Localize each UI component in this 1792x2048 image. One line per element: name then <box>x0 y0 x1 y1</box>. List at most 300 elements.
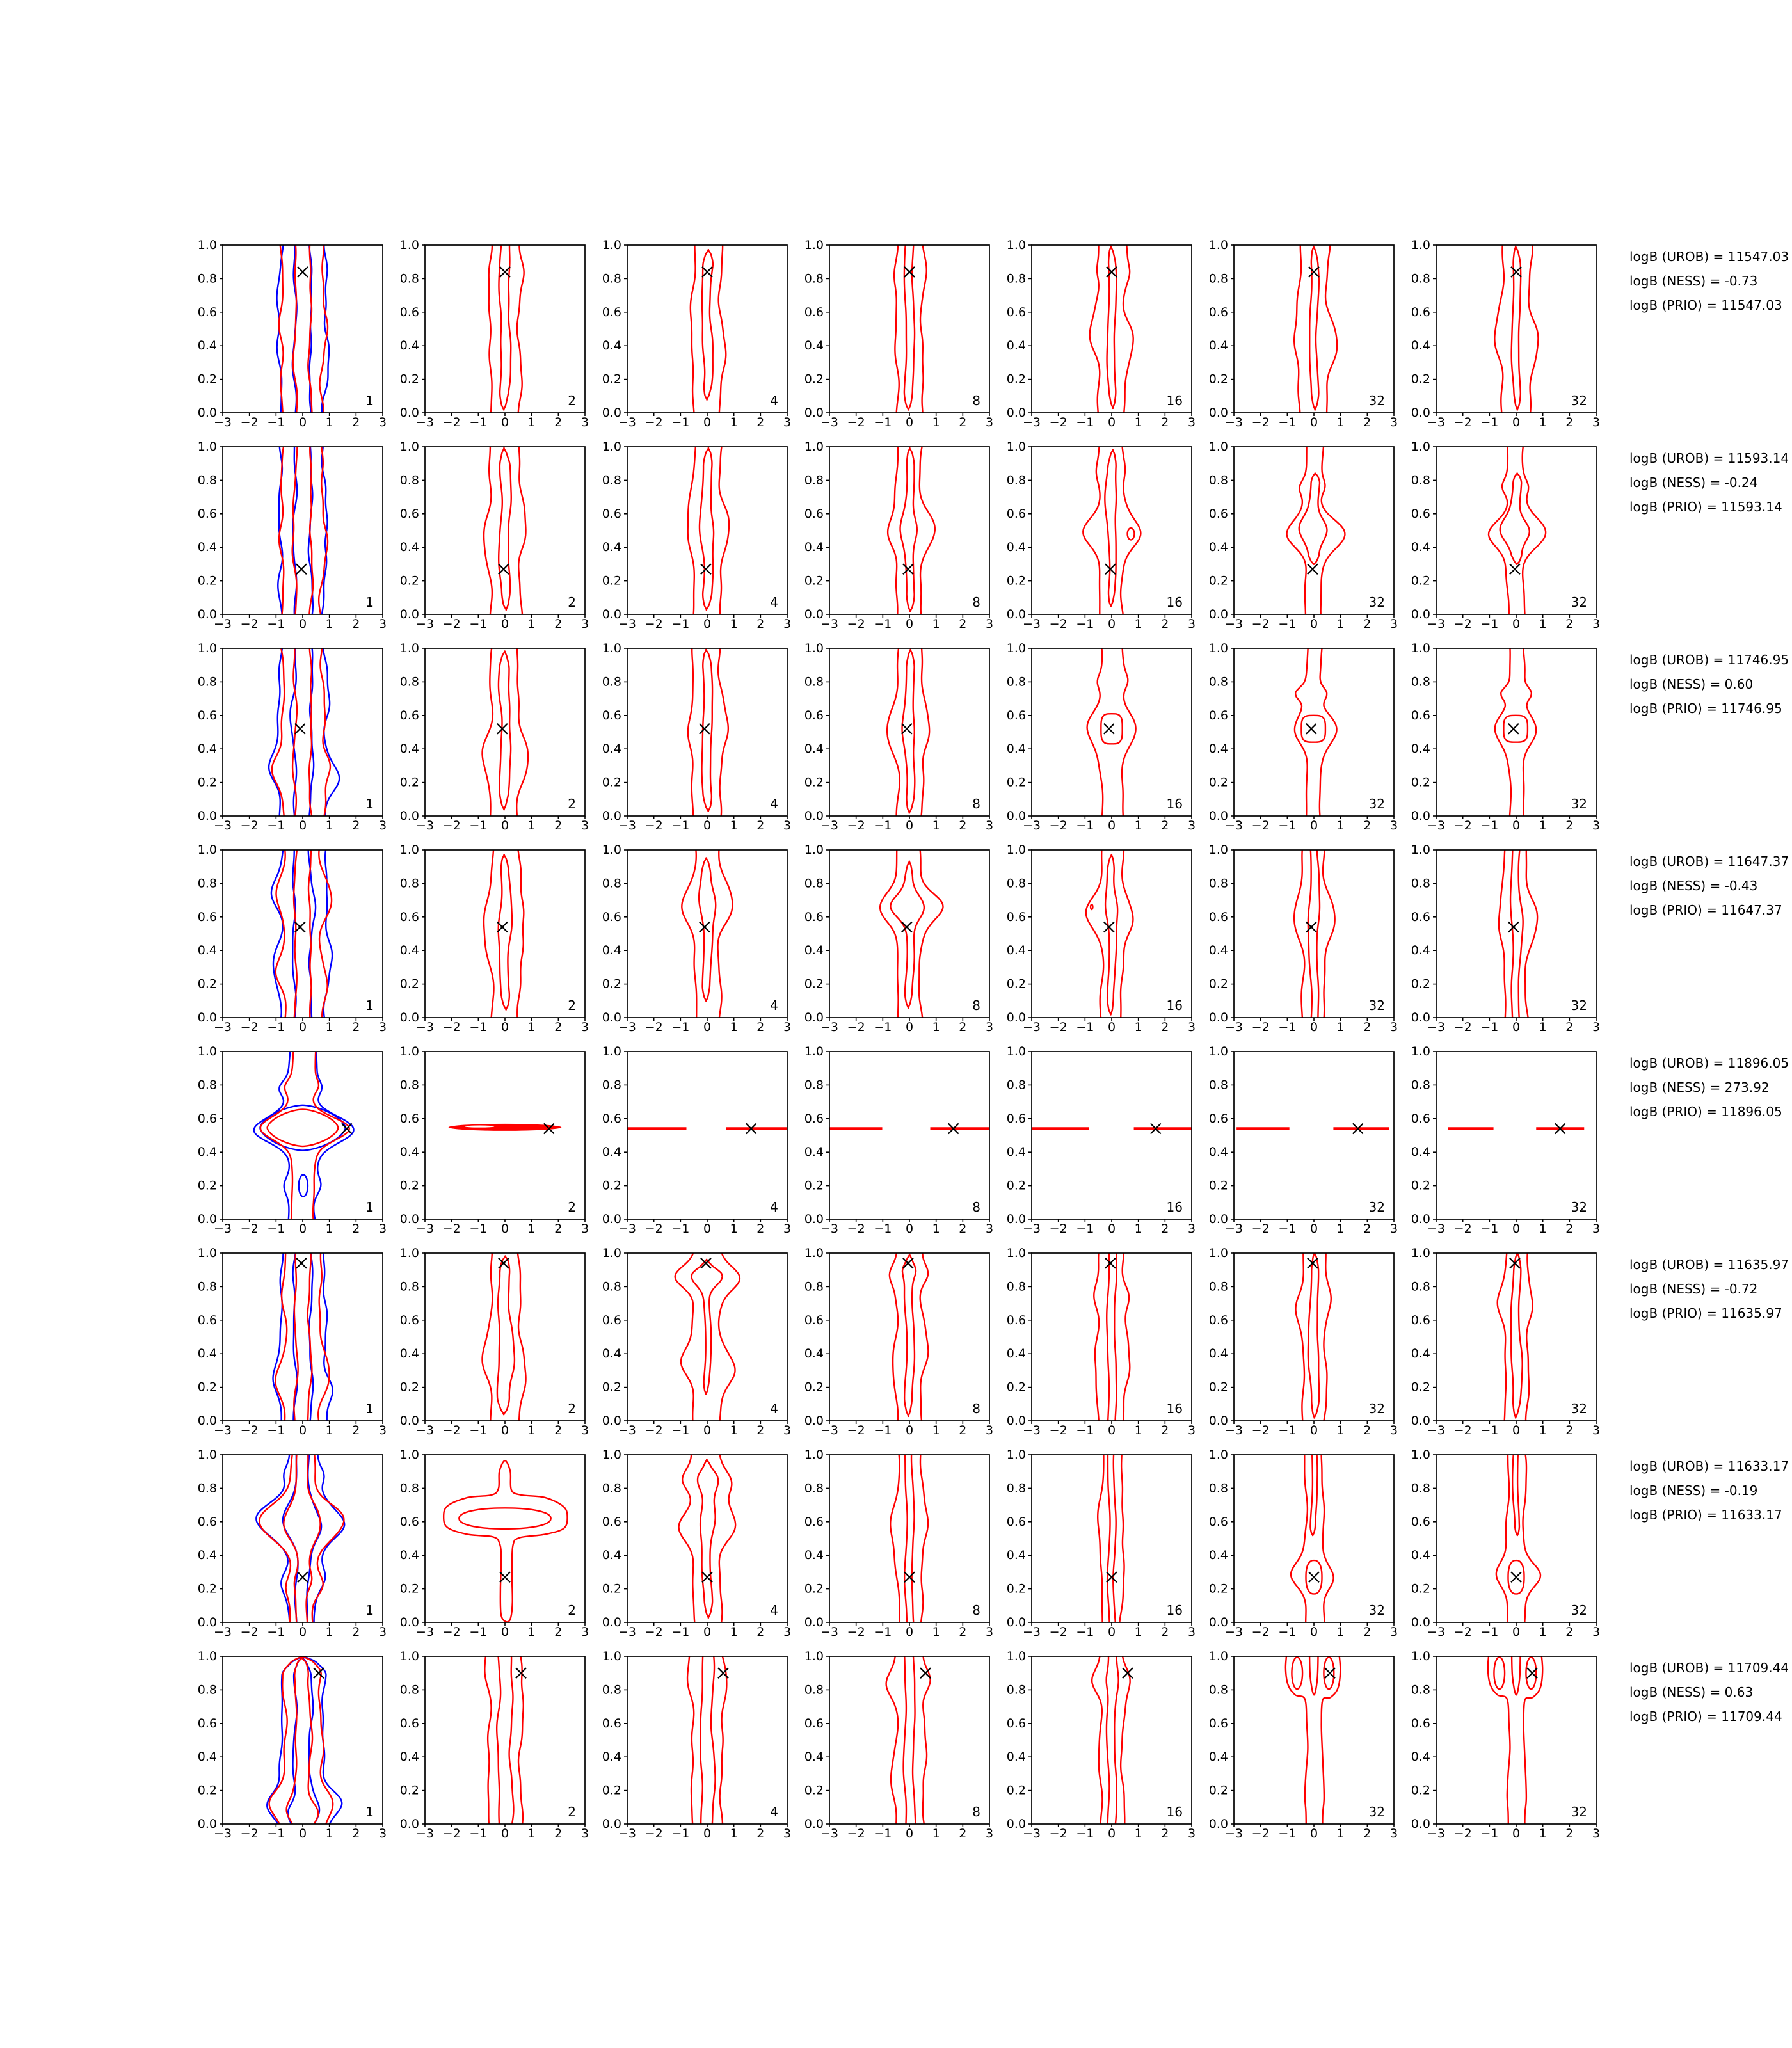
subplot-r2-c5 <box>987 434 1204 632</box>
axes-frame <box>223 1455 383 1622</box>
y-tick-label: 1.0 <box>602 1246 621 1260</box>
y-tick-label: 1.0 <box>1411 440 1430 454</box>
subplot-r3-c1 <box>178 636 396 834</box>
x-tick-label: −1 <box>671 819 690 833</box>
contour-group <box>482 1247 525 1426</box>
x-tick-label: −1 <box>874 1222 892 1236</box>
x-tick-label: 1 <box>1336 1423 1345 1437</box>
y-tick-label: 0.2 <box>197 1380 217 1395</box>
y-tick-label: 0.6 <box>1208 1313 1228 1327</box>
y-tick-label: 0.6 <box>1208 909 1228 924</box>
x-tick-label: −2 <box>847 1020 865 1034</box>
x-tick-label: 3 <box>783 1020 792 1034</box>
x-tick-label: 0 <box>703 415 712 429</box>
y-tick-label: 0.8 <box>804 1078 824 1092</box>
x-tick-label: 1 <box>527 1222 536 1236</box>
x-tick-label: 3 <box>985 1222 994 1236</box>
contour-group <box>888 441 935 620</box>
x-tick-label: 1 <box>1134 1625 1142 1639</box>
contour-line <box>1091 904 1092 909</box>
y-tick-label: 0.8 <box>197 473 217 488</box>
y-tick-label: 0.6 <box>399 708 419 723</box>
subplot-count-label: 2 <box>568 393 576 408</box>
contour-line <box>276 239 328 418</box>
y-tick-label: 0.2 <box>399 1581 419 1596</box>
x-tick-label: 0 <box>1309 1222 1318 1236</box>
x-tick-label: −3 <box>1022 415 1041 429</box>
subplot-r6-c6 <box>1189 1240 1407 1439</box>
contour-group <box>1495 643 1536 821</box>
y-tick-label: 0.2 <box>1208 1783 1228 1798</box>
x-tick-label: −3 <box>213 617 232 631</box>
x-tick-label: −3 <box>415 1222 435 1236</box>
y-tick-label: 1.0 <box>804 1044 824 1059</box>
y-tick-label: 0.8 <box>399 1279 419 1294</box>
x-tick-label: 3 <box>580 1625 589 1639</box>
y-tick-label: 0.0 <box>1411 406 1430 420</box>
x-tick-label: 3 <box>1389 1625 1398 1639</box>
subplot-count-label: 8 <box>972 1804 980 1820</box>
y-tick-label: 1.0 <box>399 440 419 454</box>
x-tick-label: 2 <box>1161 415 1169 429</box>
y-tick-label: 0.4 <box>602 540 621 555</box>
x-tick-label: 1 <box>932 1222 940 1236</box>
y-tick-label: 0.6 <box>804 1313 824 1327</box>
y-tick-label: 0.2 <box>804 1380 824 1395</box>
x-tick-label: 2 <box>756 617 765 631</box>
x-tick-label: 2 <box>554 1625 563 1639</box>
subplot-r1-c3 <box>582 232 800 431</box>
y-tick-label: 0.8 <box>1411 1279 1430 1294</box>
x-tick-label: 0 <box>1309 1625 1318 1639</box>
x-tick-label: −3 <box>820 1222 839 1236</box>
y-tick-label: 0.4 <box>197 1347 217 1361</box>
subplot-count-label: 8 <box>972 1401 980 1416</box>
contour-group <box>1498 1247 1533 1426</box>
x-tick-label: −1 <box>874 1020 892 1034</box>
x-tick-label: −3 <box>1224 1020 1244 1034</box>
contour-line <box>259 1449 344 1628</box>
y-tick-label: 0.0 <box>1208 809 1228 823</box>
x-tick-label: −1 <box>267 819 285 833</box>
y-tick-label: 0.6 <box>804 909 824 924</box>
x-tick-label: 1 <box>730 1222 738 1236</box>
y-tick-label: 0.2 <box>1411 1581 1430 1596</box>
x-tick-label: 2 <box>756 1625 765 1639</box>
x-tick-label: −1 <box>267 1222 285 1236</box>
subplot-count-label: 1 <box>365 796 374 812</box>
x-tick-label: −1 <box>671 1423 690 1437</box>
contour-group <box>484 441 525 620</box>
y-tick-label: 0.4 <box>602 339 621 353</box>
y-tick-label: 0.2 <box>1411 372 1430 387</box>
x-tick-label: −1 <box>267 1423 285 1437</box>
y-tick-label: 1.0 <box>804 440 824 454</box>
subplot-r8-c5 <box>987 1644 1204 1842</box>
y-tick-label: 0.8 <box>197 675 217 689</box>
y-tick-label: 0.6 <box>399 1514 419 1529</box>
y-tick-label: 0.2 <box>1208 775 1228 790</box>
stat-logb-ness: logB (NESS) = -0.19 <box>1629 1483 1758 1498</box>
stat-logb-ness: logB (NESS) = -0.43 <box>1629 878 1758 893</box>
y-tick-label: 0.4 <box>804 742 824 756</box>
subplot-count-label: 16 <box>1166 1199 1183 1215</box>
x-tick-label: −1 <box>267 1827 285 1841</box>
x-tick-label: 1 <box>527 617 536 631</box>
contour-group <box>256 1449 344 1628</box>
y-tick-label: 0.0 <box>1411 1615 1430 1629</box>
y-tick-label: 0.2 <box>399 573 419 588</box>
x-tick-label: 0 <box>500 819 509 833</box>
axes-frame <box>1234 245 1394 413</box>
x-tick-label: 2 <box>1363 617 1372 631</box>
y-tick-label: 0.4 <box>1208 1145 1228 1160</box>
subplot-count-label: 32 <box>1571 998 1587 1013</box>
y-tick-label: 0.4 <box>197 1145 217 1160</box>
subplot-count-label: 2 <box>568 998 576 1013</box>
contour-line <box>1512 246 1521 410</box>
x-tick-label: 3 <box>985 819 994 833</box>
x-tick-label: 3 <box>1187 617 1196 631</box>
y-tick-label: 0.8 <box>804 675 824 689</box>
x-tick-label: −3 <box>1427 1222 1446 1236</box>
contour-group <box>1287 441 1345 620</box>
x-tick-label: 3 <box>783 1625 792 1639</box>
y-tick-label: 1.0 <box>1411 1448 1430 1462</box>
subplot-r3-c5 <box>987 636 1204 834</box>
subplot-count-label: 2 <box>568 1199 576 1215</box>
x-tick-label: 0 <box>298 415 307 429</box>
contour-group <box>687 1651 726 1829</box>
x-tick-label: −2 <box>240 415 259 429</box>
y-tick-label: 1.0 <box>1208 238 1228 252</box>
contour-line <box>1295 1247 1331 1426</box>
x-tick-label: 1 <box>325 819 333 833</box>
y-tick-label: 1.0 <box>1411 1649 1430 1663</box>
x-tick-label: 1 <box>730 1827 738 1841</box>
y-tick-label: 0.2 <box>1208 573 1228 588</box>
x-tick-label: 0 <box>703 1423 712 1437</box>
x-tick-label: 0 <box>1512 1222 1521 1236</box>
y-tick-label: 0.0 <box>1208 1414 1228 1428</box>
subplot-r2-c7 <box>1391 434 1609 632</box>
x-tick-label: −3 <box>820 819 839 833</box>
x-tick-label: 1 <box>1336 819 1345 833</box>
x-tick-label: −1 <box>267 1020 285 1034</box>
y-tick-label: 0.0 <box>197 1615 217 1629</box>
y-tick-label: 0.4 <box>1208 1750 1228 1764</box>
y-tick-label: 0.6 <box>804 708 824 723</box>
contour-line <box>1098 1449 1124 1628</box>
y-tick-label: 0.8 <box>1208 675 1228 689</box>
contour-line <box>1107 1247 1117 1426</box>
y-tick-label: 0.6 <box>804 1111 824 1126</box>
y-tick-label: 0.6 <box>1411 1313 1430 1327</box>
y-tick-label: 0.8 <box>1208 473 1228 488</box>
x-tick-label: 1 <box>1539 819 1547 833</box>
x-tick-label: 1 <box>1134 1222 1142 1236</box>
stat-logb-prio: logB (PRIO) = 11746.95 <box>1629 701 1782 716</box>
axes-frame <box>1436 245 1596 413</box>
x-tick-label: 3 <box>1187 415 1196 429</box>
subplot-count-label: 16 <box>1166 1401 1183 1416</box>
y-tick-label: 0.4 <box>602 1750 621 1764</box>
y-tick-label: 0.6 <box>1006 1313 1026 1327</box>
x-tick-label: 0 <box>905 415 914 429</box>
x-tick-label: 2 <box>1363 1020 1372 1034</box>
y-tick-label: 1.0 <box>1006 1649 1026 1663</box>
x-tick-label: 0 <box>905 1020 914 1034</box>
y-tick-label: 0.4 <box>804 943 824 958</box>
axes-frame <box>829 1455 989 1622</box>
subplot-count-label: 1 <box>365 393 374 408</box>
y-tick-label: 0.2 <box>804 977 824 991</box>
contour-line <box>279 441 328 620</box>
contour-line <box>688 441 729 620</box>
contour-line <box>269 1656 333 1830</box>
x-tick-label: 3 <box>580 617 589 631</box>
contour-group <box>890 1247 928 1426</box>
y-tick-label: 1.0 <box>1411 843 1430 857</box>
x-tick-label: −2 <box>847 1222 865 1236</box>
y-tick-label: 0.0 <box>399 607 419 621</box>
x-tick-label: −1 <box>267 415 285 429</box>
x-tick-label: −2 <box>442 617 461 631</box>
contour-line <box>1496 1449 1540 1628</box>
y-tick-label: 0.8 <box>197 1078 217 1092</box>
x-tick-label: 3 <box>378 415 387 429</box>
x-tick-label: 1 <box>932 1020 940 1034</box>
x-tick-label: −3 <box>213 415 232 429</box>
x-tick-label: 2 <box>1161 1827 1169 1841</box>
subplot-count-label: 16 <box>1166 595 1183 610</box>
x-tick-label: −2 <box>1453 1625 1472 1639</box>
subplot-count-label: 32 <box>1571 1603 1587 1618</box>
x-tick-label: 1 <box>1539 1020 1547 1034</box>
contour-line <box>1494 1657 1505 1689</box>
x-tick-label: −3 <box>820 415 839 429</box>
subplot-r8-c1 <box>178 1644 396 1842</box>
contour-line <box>484 844 524 1023</box>
x-tick-label: −3 <box>820 1625 839 1639</box>
y-tick-label: 1.0 <box>399 641 419 655</box>
subplot-r1-c5 <box>987 232 1204 431</box>
stat-logb-prio: logB (PRIO) = 11647.37 <box>1629 902 1782 918</box>
x-tick-label: −2 <box>240 1222 259 1236</box>
x-tick-label: 1 <box>932 1423 940 1437</box>
y-tick-label: 1.0 <box>1208 1044 1228 1059</box>
x-tick-label: −3 <box>1427 617 1446 631</box>
subplot-count-label: 4 <box>770 998 778 1013</box>
axes-frame <box>1436 1455 1596 1622</box>
contour-line <box>1092 1651 1130 1829</box>
x-tick-label: 0 <box>1512 1423 1521 1437</box>
contour-line <box>679 1449 736 1628</box>
x-tick-label: −1 <box>671 415 690 429</box>
y-tick-label: 0.0 <box>197 607 217 621</box>
contour-line <box>499 239 511 410</box>
y-tick-label: 0.8 <box>1411 1683 1430 1697</box>
subplot-count-label: 4 <box>770 1603 778 1618</box>
contour-group <box>273 1247 333 1426</box>
contour-line <box>1310 1450 1317 1535</box>
y-tick-label: 0.0 <box>1411 1011 1430 1025</box>
stat-logb-ness: logB (NESS) = 0.63 <box>1629 1684 1754 1700</box>
y-tick-label: 0.0 <box>602 1011 621 1025</box>
contour-group <box>1083 441 1140 620</box>
x-tick-label: −3 <box>415 415 435 429</box>
x-tick-label: 0 <box>1309 617 1318 631</box>
y-tick-label: 0.0 <box>1006 406 1026 420</box>
x-tick-label: −1 <box>1480 1423 1499 1437</box>
stat-logb-urob: logB (UROB) = 11896.05 <box>1629 1055 1789 1071</box>
subplot-count-label: 16 <box>1166 1804 1183 1820</box>
subplot-count-label: 4 <box>770 796 778 812</box>
x-tick-label: 2 <box>352 1222 360 1236</box>
stat-logb-prio: logB (PRIO) = 11635.97 <box>1629 1306 1782 1321</box>
axes-frame <box>1032 1052 1192 1219</box>
y-tick-label: 0.4 <box>1006 1750 1026 1764</box>
y-tick-label: 0.2 <box>197 775 217 790</box>
subplot-count-label: 2 <box>568 1401 576 1416</box>
axes-frame <box>1436 1656 1596 1824</box>
x-tick-label: −2 <box>1251 415 1270 429</box>
x-tick-label: 3 <box>1187 1625 1196 1639</box>
x-tick-label: −2 <box>1251 1625 1270 1639</box>
contour-line <box>276 844 332 1023</box>
y-tick-label: 0.2 <box>399 1178 419 1193</box>
y-tick-label: 0.4 <box>1006 1347 1026 1361</box>
x-tick-label: −2 <box>1049 1827 1068 1841</box>
x-tick-label: −3 <box>415 819 435 833</box>
contour-group <box>1098 1449 1124 1628</box>
subplot-r5-c2 <box>380 1039 598 1237</box>
y-tick-label: 0.6 <box>1006 1716 1026 1731</box>
x-tick-label: 2 <box>1161 819 1169 833</box>
x-tick-label: −2 <box>847 617 865 631</box>
y-tick-label: 0.0 <box>602 809 621 823</box>
subplot-r7-c1 <box>178 1442 396 1640</box>
subplot-r8-c2 <box>380 1644 598 1842</box>
y-tick-label: 0.2 <box>399 977 419 991</box>
subplot-count-label: 32 <box>1571 595 1587 610</box>
y-tick-label: 0.6 <box>399 909 419 924</box>
contour-line <box>890 1247 928 1426</box>
x-tick-label: −2 <box>644 415 663 429</box>
y-tick-label: 1.0 <box>1006 641 1026 655</box>
y-tick-label: 0.4 <box>1411 1145 1430 1160</box>
contour-line <box>1500 473 1530 564</box>
subplot-r3-c7 <box>1391 636 1609 834</box>
subplot-count-label: 8 <box>972 998 980 1013</box>
x-tick-label: −1 <box>1076 415 1094 429</box>
x-tick-label: −1 <box>671 1020 690 1034</box>
y-tick-label: 0.8 <box>1208 876 1228 891</box>
stat-logb-urob: logB (UROB) = 11709.44 <box>1629 1660 1789 1676</box>
y-tick-label: 0.0 <box>197 1212 217 1226</box>
x-tick-label: 0 <box>1309 1020 1318 1034</box>
x-tick-label: 1 <box>1539 1222 1547 1236</box>
x-tick-label: 3 <box>378 1625 387 1639</box>
x-tick-label: −3 <box>1224 617 1244 631</box>
axes-frame <box>1032 850 1192 1018</box>
x-tick-label: −3 <box>1427 1020 1446 1034</box>
subplot-r6-c1 <box>178 1240 396 1439</box>
axes-frame <box>223 1253 383 1421</box>
y-tick-label: 0.6 <box>1411 305 1430 319</box>
contour-line <box>1128 528 1135 540</box>
y-tick-label: 1.0 <box>804 238 824 252</box>
subplot-r7-c3 <box>582 1442 800 1640</box>
subplot-r2-c1 <box>178 434 396 632</box>
stat-logb-urob: logB (UROB) = 11547.03 <box>1629 249 1789 264</box>
y-tick-label: 0.8 <box>804 1683 824 1697</box>
x-tick-label: 1 <box>1134 1423 1142 1437</box>
y-tick-label: 1.0 <box>399 238 419 252</box>
axes-frame <box>223 1656 383 1824</box>
axes-frame <box>829 1656 989 1824</box>
x-tick-label: −1 <box>1076 1020 1094 1034</box>
x-tick-label: −2 <box>847 819 865 833</box>
axes-frame <box>1032 447 1192 614</box>
subplot-r7-c2 <box>380 1442 598 1640</box>
x-tick-label: 3 <box>783 1827 792 1841</box>
axes-frame <box>627 1455 787 1622</box>
x-tick-label: −2 <box>1049 1222 1068 1236</box>
y-tick-label: 0.0 <box>399 1615 419 1629</box>
x-tick-label: −3 <box>618 617 637 631</box>
stat-logb-prio: logB (PRIO) = 11593.14 <box>1629 499 1782 515</box>
contour-group <box>894 239 927 418</box>
contour-line <box>888 441 935 620</box>
contour-line <box>890 1449 928 1628</box>
x-tick-label: −1 <box>671 617 690 631</box>
y-tick-label: 0.0 <box>602 1414 621 1428</box>
axes-frame <box>627 1052 787 1219</box>
x-tick-label: −2 <box>644 1625 663 1639</box>
axes-frame <box>1436 1052 1596 1219</box>
contour-line <box>687 1651 726 1829</box>
y-tick-label: 0.4 <box>804 1145 824 1160</box>
x-tick-label: 2 <box>756 415 765 429</box>
x-tick-label: 0 <box>1309 1423 1318 1437</box>
x-tick-label: 0 <box>1107 1625 1116 1639</box>
y-tick-label: 0.4 <box>804 1548 824 1563</box>
x-tick-label: 0 <box>905 1222 914 1236</box>
contour-line <box>691 239 726 418</box>
x-tick-label: −2 <box>1251 1827 1270 1841</box>
y-tick-label: 0.4 <box>1006 1548 1026 1563</box>
contour-group <box>271 844 332 1023</box>
x-tick-label: 0 <box>298 1020 307 1034</box>
contour-line <box>1309 1648 1318 1695</box>
y-tick-label: 1.0 <box>197 440 217 454</box>
y-tick-label: 0.6 <box>399 506 419 521</box>
y-tick-label: 1.0 <box>399 1649 419 1663</box>
x-tick-label: 3 <box>580 819 589 833</box>
x-tick-label: −3 <box>415 1827 435 1841</box>
y-tick-label: 0.8 <box>602 675 621 689</box>
y-tick-label: 0.2 <box>197 1581 217 1596</box>
y-tick-label: 0.6 <box>1411 1716 1430 1731</box>
y-tick-label: 0.8 <box>1208 1683 1228 1697</box>
y-tick-label: 1.0 <box>1208 641 1228 655</box>
y-tick-label: 0.8 <box>602 473 621 488</box>
contour-group <box>1291 1449 1334 1628</box>
x-tick-label: 3 <box>783 1423 792 1437</box>
x-tick-label: 3 <box>783 415 792 429</box>
x-tick-label: −1 <box>671 1827 690 1841</box>
